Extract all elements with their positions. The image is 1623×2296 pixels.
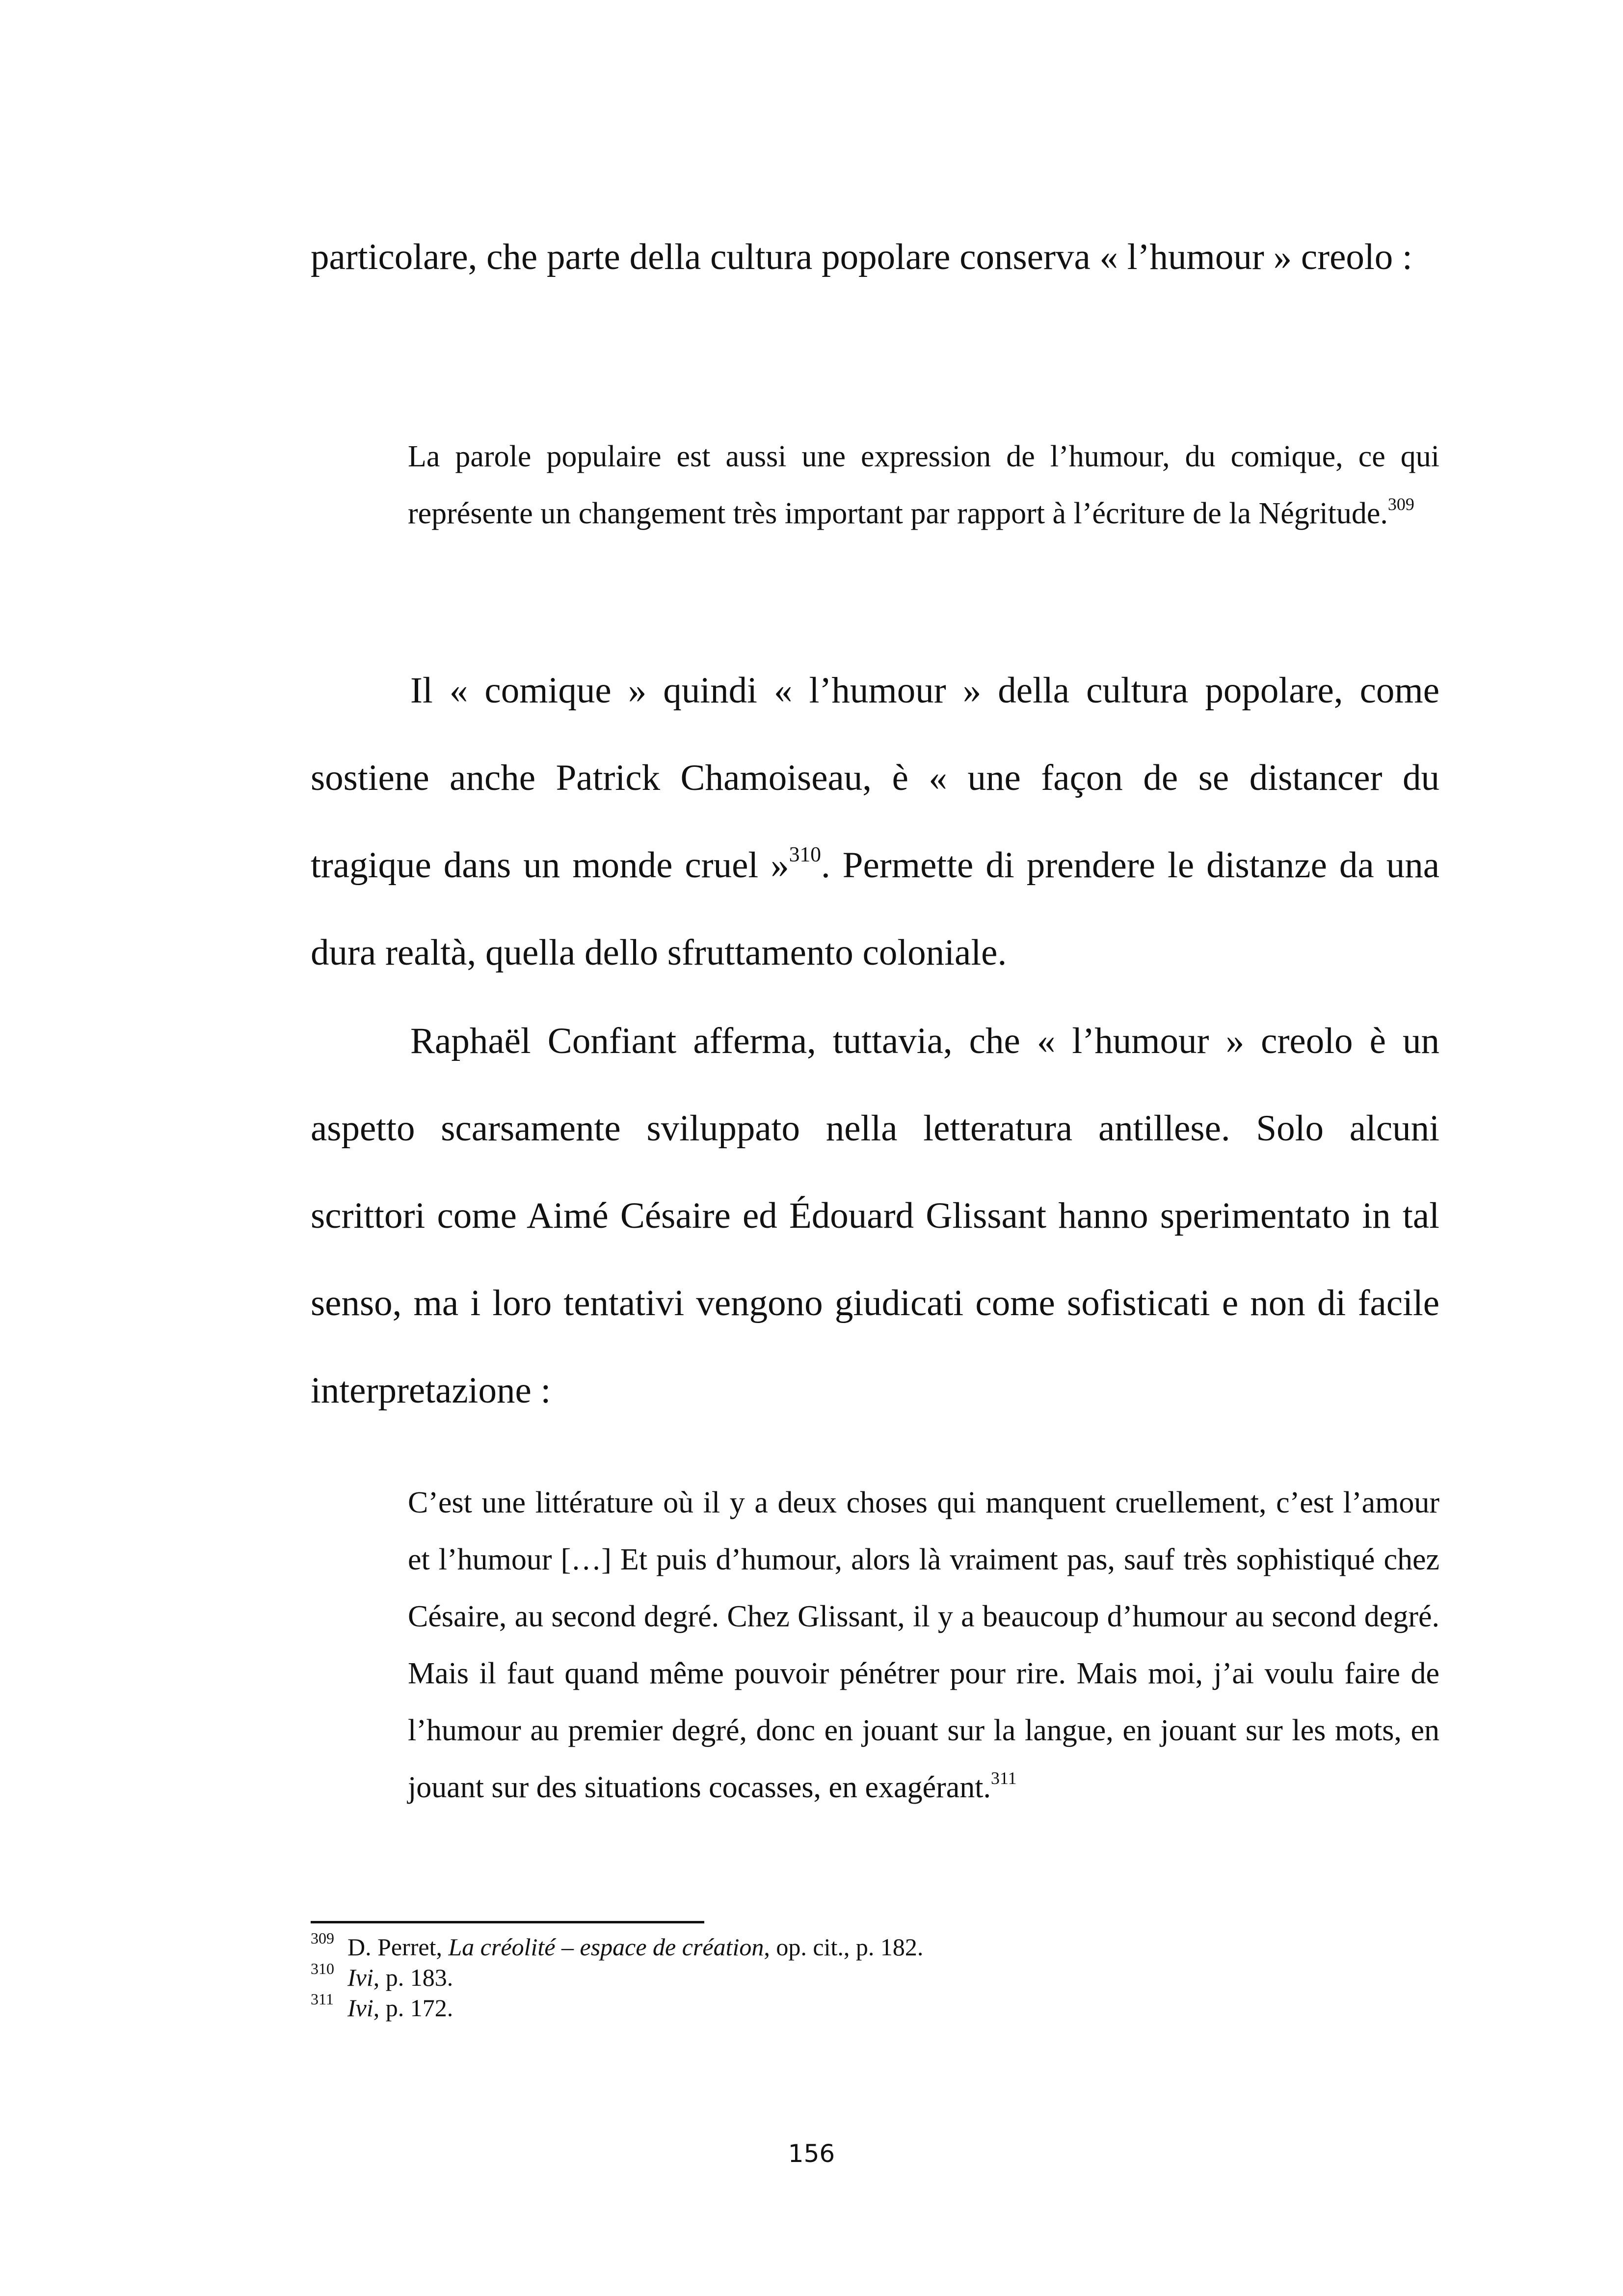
body-paragraph-3 <box>311 998 1439 1434</box>
quote-text: C’est une littérature où il y a deux choses qui manquent cruellement, c’est l’amour et l’humour […] Et puis d’humour, alors là vraiment pas, sauf très sophistiqué chez Césaire, au second degré. Chez Glissant, il y a beaucoup d’humour au second degré. Mais il faut quand même pouvoir pénétrer pour rire. Mais moi, j’ai voulu faire de l’humour au premier degré, donc en jouant sur la langue, en jouant sur les mots, en jouant sur des situations cocasses, en exagérant. <box>408 1486 1439 1804</box>
footnote-rest: , op. cit., p. 182. <box>764 1933 924 1961</box>
footnote-rest: , p. 172. <box>373 1994 453 2022</box>
footnote-reference[interactable]: 310 <box>789 842 822 866</box>
footnote-311: 311 Ivi, p. 172. <box>311 1990 453 2022</box>
footnote-310: 310 Ivi, p. 183. <box>311 1960 453 1991</box>
paragraph-text-continued: . Permette di prendere le distanze da una dura realtà, quella dello sfruttamento coloniale. <box>311 845 1439 973</box>
footnote-reference[interactable]: 311 <box>991 1768 1017 1788</box>
footnote-title: Ivi <box>347 1994 373 2022</box>
footnote-title: Ivi <box>347 1964 373 1991</box>
block-quote-1 <box>408 428 1439 542</box>
paragraph-text: particolare, che parte della cultura popolare conserva « l’humour » creolo : <box>311 237 1412 277</box>
footnote-title: La créolité – espace de création <box>448 1933 764 1961</box>
footnote-rest: , p. 183. <box>373 1964 453 1991</box>
footnote-separator <box>311 1921 704 1923</box>
footnote-309: 309 D. Perret, La créolité – espace de création, op. cit., p. 182. <box>311 1929 924 1961</box>
footnote-lead: D. Perret, <box>347 1933 449 1961</box>
paragraph-text: Raphaël Confiant afferma, tuttavia, che « l’humour » creolo è un aspetto scarsamente sviluppato nella letteratura antillese. Solo alcuni scrittori come Aimé Césaire ed Édouard Glissant hanno sperimentato in tal senso, ma i loro tentativi vengono giudicati come sofisticati e non di facile interpretazione : <box>311 1021 1439 1411</box>
body-paragraph-2 <box>311 647 1439 997</box>
quote-text: La parole populaire est aussi une expression de l’humour, du comique, ce qui représente un changement très important par rapport à l’écriture de la Négritude. <box>408 440 1439 530</box>
footnote-reference[interactable]: 309 <box>1387 494 1414 514</box>
footnotes <box>311 1929 1439 2023</box>
block-quote-2 <box>408 1474 1439 1816</box>
page-number: 156 <box>788 2139 835 2168</box>
body-paragraph-1 <box>311 214 1439 301</box>
paragraph-text: Il « comique » quindi « l’humour » della cultura popolare, come sostiene anche Patrick Chamoiseau, è « une façon de se distancer du tragique dans un monde cruel » <box>311 670 1439 886</box>
